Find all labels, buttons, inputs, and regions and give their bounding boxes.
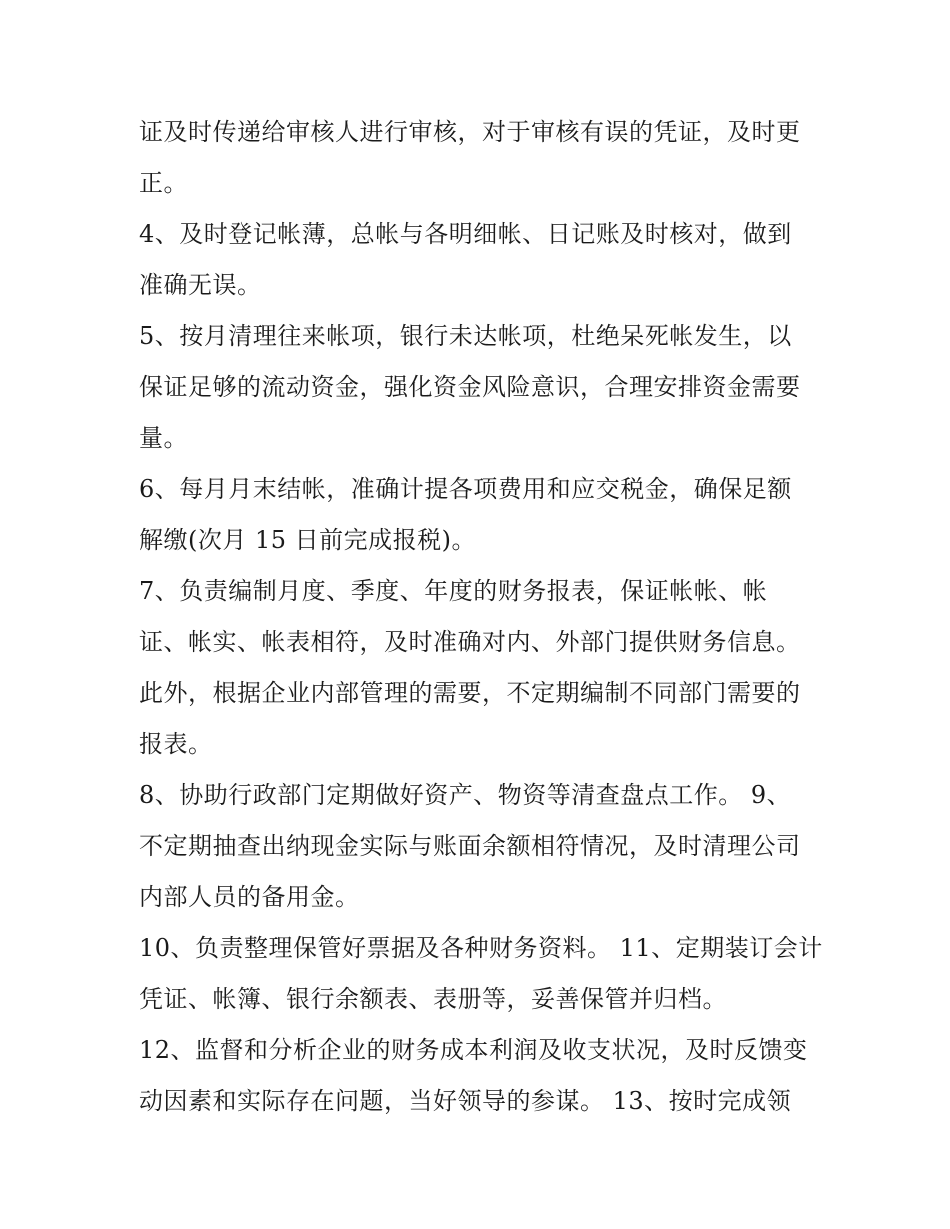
text-line: 12、监督和分析企业的财务成本利润及收支状况，及时反馈变 [139, 1036, 808, 1064]
text-line: 报表。 [139, 730, 213, 758]
text-line: 准确无误。 [139, 271, 262, 299]
text-line: 10、负责整理保管好票据及各种财务资料。 11、定期装订会计 [139, 934, 823, 962]
text-line: 证及时传递给审核人进行审核，对于审核有误的凭证，及时更 [139, 118, 801, 146]
text-line: 证、帐实、帐表相符，及时准确对内、外部门提供财务信息。 [139, 628, 801, 656]
text-line: 内部人员的备用金。 [139, 883, 360, 911]
text-line: 解缴(次月 15 日前完成报税)。 [139, 526, 477, 554]
text-line: 6、每月月末结帐，准确计提各项费用和应交税金，确保足额 [139, 475, 792, 503]
text-line: 动因素和实际存在问题，当好领导的参谋。 13、按时完成领 [139, 1087, 792, 1115]
text-line: 不定期抽查出纳现金实际与账面余额相符情况，及时清理公司 [139, 832, 801, 860]
text-line: 7、负责编制月度、季度、年度的财务报表，保证帐帐、帐 [139, 577, 768, 605]
text-line: 8、协助行政部门定期做好资产、物资等清查盘点工作。 9、 [139, 781, 792, 809]
text-line: 4、及时登记帐薄，总帐与各明细帐、日记账及时核对，做到 [139, 220, 792, 248]
body-text [139, 112, 823, 1132]
text-line: 此外，根据企业内部管理的需要，不定期编制不同部门需要的 [139, 679, 801, 707]
text-line: 正。 [139, 169, 188, 197]
text-line: 量。 [139, 424, 188, 452]
text-line: 凭证、帐簿、银行余额表、表册等，妥善保管并归档。 [139, 985, 727, 1013]
text-line: 保证足够的流动资金，强化资金风险意识，合理安排资金需要 [139, 373, 801, 401]
text-line: 5、按月清理往来帐项，银行未达帐项，杜绝呆死帐发生，以 [139, 322, 792, 350]
